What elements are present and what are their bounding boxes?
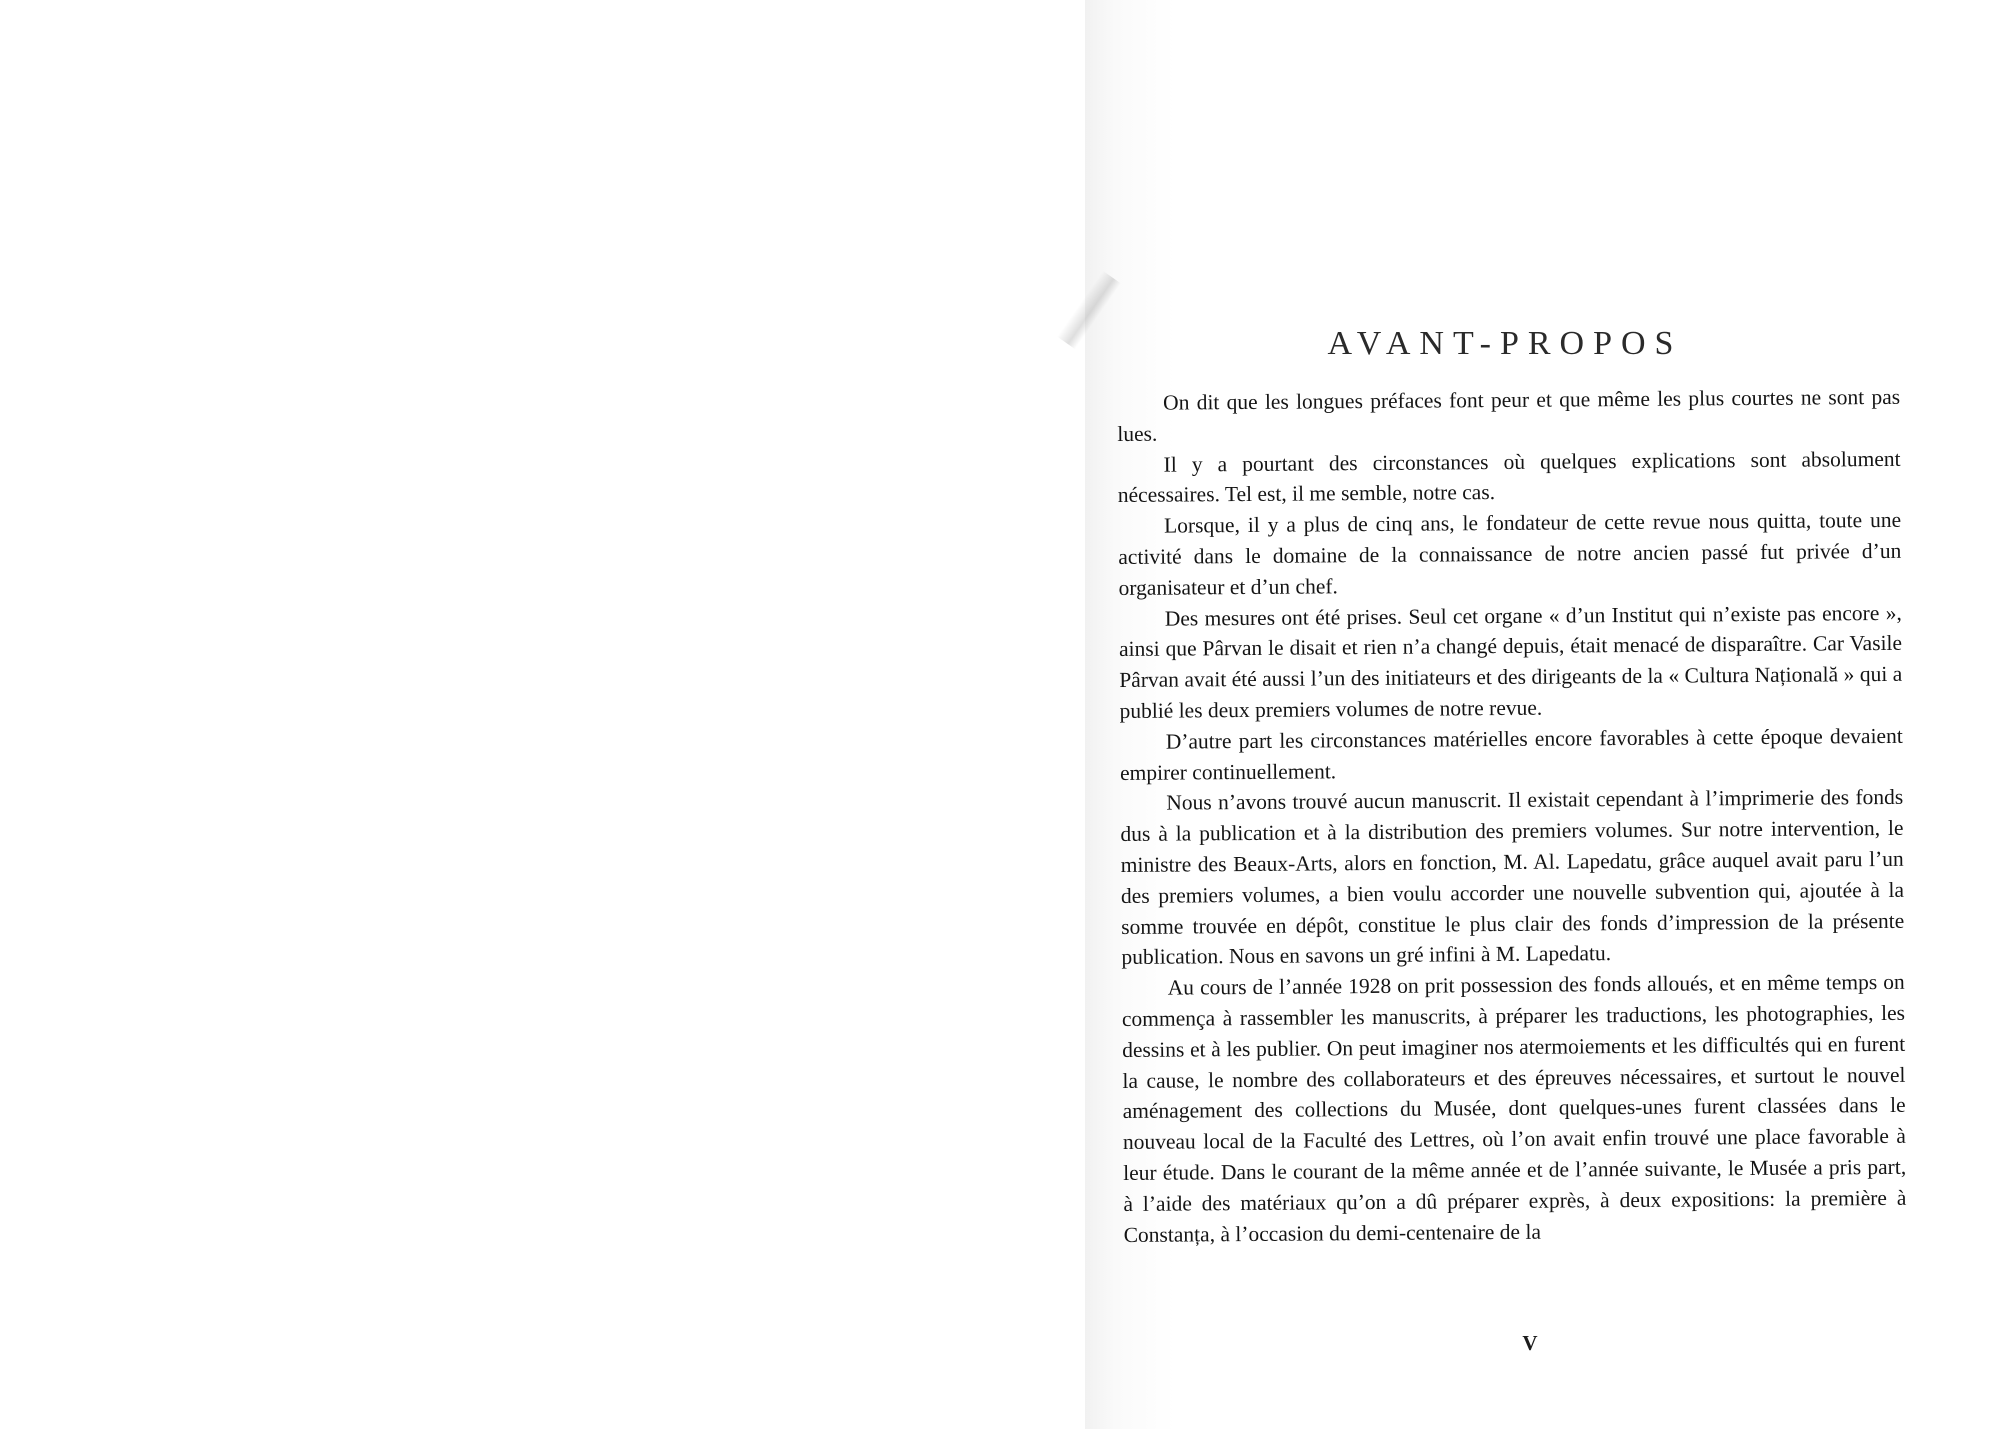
paragraph: Nous n’avons trouvé aucun manuscrit. Il existait cependant à l’imprimerie des fonds dus à la publication et à la distribution des premiers volumes. Sur notre intervention, le ministre des Beaux-Arts, alors en fonction, M. Al. Lapedatu, grâce auquel avait paru l’un des premiers volumes, a bien voulu accorder une nouvelle subvention qui, ajoutée à la somme trouvée en dépôt, constitue le plus clair des fonds d’impression de la présente publication. Nous en savons un gré infini à M. Lapedatu.: [1120, 785, 1905, 970]
paragraph: On dit que les longues préfaces font peur et que même les plus courtes ne sont pas lues.: [1117, 384, 1901, 446]
paragraph: D’autre part les circonstances matérielles encore favorables à cette époque devaient empirer continuellement.: [1119, 723, 1903, 785]
page-number: V: [1522, 1331, 1538, 1355]
paragraph: Il y a pourtant des circonstances où quelques explications sont absolument nécessaires. Tel est, il me semble, notre cas.: [1117, 446, 1901, 508]
paragraph: Lorsque, il y a plus de cinq ans, le fondateur de cette revue nous quitta, toute une activité dans le domaine de la connaissance de notre ancien passé fut privée d’un organisateur et d’un chef.: [1118, 508, 1902, 600]
paragraph: Au cours de l’année 1928 on prit possession des fonds alloués, et en même temps on commença à rassembler les manuscrits, à préparer les traductions, les photographies, les dessins et à les publier. On peut imaginer nos atermoiements et les difficultés qui en furent la cause, le nombre des collaborateurs et des épreuves nécessaires, et surtout le nouvel aménagement des collections du Musée, dont quelques-unes furent classées dans le nouveau local de la Faculté des Lettres, où l’on avait enfin trouvé une place favorable à leur étude. Dans le courant de la même année et de l’année suivante, le Musée a pris part, à l’aide des matériaux qu’on a dû préparer exprès, à deux expositions: la première à Constanța, à l’occasion du demi-centenaire de la: [1121, 969, 1907, 1247]
page-title: AVANT-PROPOS: [1327, 325, 1683, 362]
paragraph: Des mesures ont été prises. Seul cet organe « d’un Institut qui n’existe pas encore », ainsi que Pârvan le disait et rien n’a changé depuis, était menacé de disparaître. Car Vasile Pârvan avait été aussi l’un des initiateurs et des dirigeants de la « Cultura Națională » qui a publié les deux premiers volumes de notre revue.: [1118, 600, 1903, 723]
body-text: [1117, 382, 1907, 1250]
